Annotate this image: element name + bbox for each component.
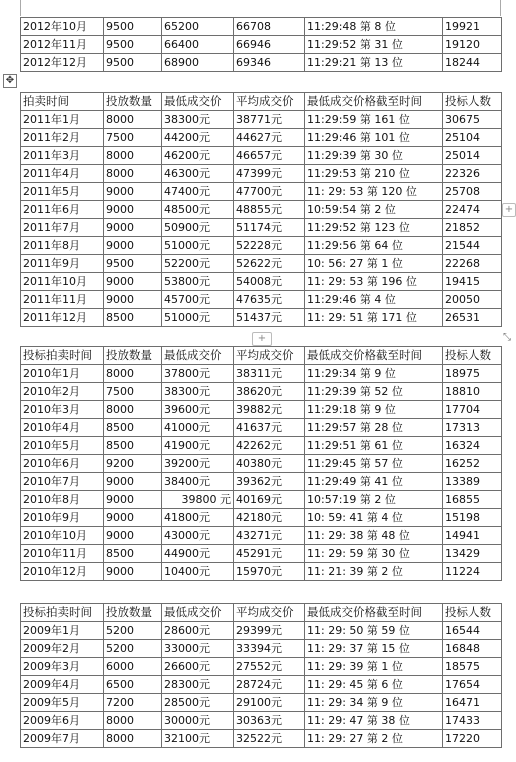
- table-resize-handle[interactable]: ⤡: [503, 332, 511, 343]
- cell-bidders: 11224: [443, 563, 502, 581]
- cell-time: 2009年1月: [21, 622, 104, 640]
- cell-quantity: 8500: [104, 545, 162, 563]
- cell-quantity: 9500: [104, 255, 162, 273]
- column-header-bidders: 投标人数: [443, 347, 502, 365]
- cell-avg-price: 40169元: [234, 491, 305, 509]
- cell-bidders: 18575: [443, 658, 502, 676]
- cell-bidders: 16471: [443, 694, 502, 712]
- column-header-deadline: 最低成交价格截至时间: [305, 604, 443, 622]
- cell-quantity: 8500: [104, 419, 162, 437]
- cell-avg-price: 51174元: [234, 219, 305, 237]
- cell-deadline: 11:29:52 第 31 位: [305, 36, 443, 54]
- cell-avg-price: 29100元: [234, 694, 305, 712]
- table-row: [21, 622, 502, 640]
- cell-time: 2010年1月: [21, 365, 104, 383]
- cell-avg-price: 48855元: [234, 201, 305, 219]
- cell-avg-price: 47635元: [234, 291, 305, 309]
- cell-deadline: 11: 29: 53 第 120 位: [305, 183, 443, 201]
- cell-quantity: 9200: [104, 455, 162, 473]
- cell-min-price: 32100元: [162, 730, 234, 748]
- cell-quantity: 9000: [104, 473, 162, 491]
- column-header-quantity: 投放数量: [104, 347, 162, 365]
- cell-time: 2010年7月: [21, 473, 104, 491]
- table-row: [21, 183, 502, 201]
- cell-bidders: 18244: [443, 54, 502, 72]
- cell-avg-price: 66946: [234, 36, 305, 54]
- cell-bidders: 16324: [443, 437, 502, 455]
- table-row: [21, 694, 502, 712]
- cell-time: 2011年3月: [21, 147, 104, 165]
- table-row: [21, 111, 502, 129]
- cell-deadline: 10:59:54 第 2 位: [305, 201, 443, 219]
- table-row: [21, 455, 502, 473]
- cell-time: 2011年12月: [21, 309, 104, 327]
- table-row: [21, 237, 502, 255]
- column-header-min-price: 最低成交价: [162, 604, 234, 622]
- cell-avg-price: 69346: [234, 54, 305, 72]
- cell-time: 2009年7月: [21, 730, 104, 748]
- column-header-bidders: 投标人数: [443, 604, 502, 622]
- cell-deadline: 11: 29: 50 第 59 位: [305, 622, 443, 640]
- cell-deadline: 11:29:53 第 210 位: [305, 165, 443, 183]
- cell-deadline: 11: 29: 51 第 171 位: [305, 309, 443, 327]
- table-row: [21, 219, 502, 237]
- cell-bidders: 16848: [443, 640, 502, 658]
- cell-time: 2010年8月: [21, 491, 104, 509]
- cell-quantity: 8000: [104, 712, 162, 730]
- table-row: [21, 291, 502, 309]
- cell-avg-price: 28724元: [234, 676, 305, 694]
- table-row: [21, 365, 502, 383]
- cell-avg-price: 44627元: [234, 129, 305, 147]
- cell-time: 2009年4月: [21, 676, 104, 694]
- add-row-button[interactable]: +: [252, 332, 272, 346]
- cell-quantity: 9000: [104, 563, 162, 581]
- cell-min-price: 45700元: [162, 291, 234, 309]
- cell-bidders: 17220: [443, 730, 502, 748]
- cell-avg-price: 45291元: [234, 545, 305, 563]
- cell-quantity: 8500: [104, 309, 162, 327]
- cell-min-price: 51000元: [162, 309, 234, 327]
- cell-time: 2010年10月: [21, 527, 104, 545]
- cell-avg-price: 52622元: [234, 255, 305, 273]
- cell-min-price: 51000元: [162, 237, 234, 255]
- cell-min-price: 53800元: [162, 273, 234, 291]
- cell-min-price: 37800元: [162, 365, 234, 383]
- cell-quantity: 9500: [104, 36, 162, 54]
- table-row: [21, 401, 502, 419]
- cell-min-price: 38400元: [162, 473, 234, 491]
- cell-quantity: 8000: [104, 730, 162, 748]
- cell-avg-price: 42262元: [234, 437, 305, 455]
- table-row: [21, 527, 502, 545]
- table-row: [21, 730, 502, 748]
- cell-bidders: 13429: [443, 545, 502, 563]
- cell-avg-price: 15970元: [234, 563, 305, 581]
- cell-quantity: 9000: [104, 509, 162, 527]
- cell-deadline: 11: 29: 39 第 1 位: [305, 658, 443, 676]
- cell-time: 2011年4月: [21, 165, 104, 183]
- column-header-time: 投标拍卖时间: [21, 347, 104, 365]
- cell-deadline: 10:57:19 第 2 位: [305, 491, 443, 509]
- table-row: [21, 491, 502, 509]
- header-row: [21, 93, 502, 111]
- column-header-min-price: 最低成交价: [162, 93, 234, 111]
- table-2011: [20, 92, 502, 327]
- cell-avg-price: 43271元: [234, 527, 305, 545]
- table-row: [21, 473, 502, 491]
- column-header-deadline: 最低成交价格截至时间: [305, 347, 443, 365]
- cell-quantity: 7500: [104, 129, 162, 147]
- cell-bidders: 17433: [443, 712, 502, 730]
- table-2009: [20, 603, 502, 748]
- cell-bidders: 25104: [443, 129, 502, 147]
- cell-bidders: 22326: [443, 165, 502, 183]
- cell-deadline: 11: 29: 38 第 48 位: [305, 527, 443, 545]
- cell-min-price: 26600元: [162, 658, 234, 676]
- cell-bidders: 22268: [443, 255, 502, 273]
- table-2010: [20, 346, 502, 581]
- header-row: [21, 347, 502, 365]
- table-row: [21, 383, 502, 401]
- cell-min-price: 38300元: [162, 111, 234, 129]
- cell-bidders: 16855: [443, 491, 502, 509]
- cell-min-price: 41000元: [162, 419, 234, 437]
- cell-time: 2011年7月: [21, 219, 104, 237]
- column-header-avg-price: 平均成交价: [234, 347, 305, 365]
- table-row: [21, 545, 502, 563]
- cell-avg-price: 32522元: [234, 730, 305, 748]
- cell-time: 2011年6月: [21, 201, 104, 219]
- cell-bidders: 18975: [443, 365, 502, 383]
- cell-deadline: 10: 59: 41 第 4 位: [305, 509, 443, 527]
- cell-min-price: 68900: [162, 54, 234, 72]
- table-row: [21, 273, 502, 291]
- column-header-avg-price: 平均成交价: [234, 93, 305, 111]
- cell-min-price: 10400元: [162, 563, 234, 581]
- cell-avg-price: 39882元: [234, 401, 305, 419]
- cell-bidders: 25014: [443, 147, 502, 165]
- cell-deadline: 11:29:57 第 28 位: [305, 419, 443, 437]
- cell-min-price: 33000元: [162, 640, 234, 658]
- cell-deadline: 11: 29: 47 第 38 位: [305, 712, 443, 730]
- cell-quantity: 5200: [104, 622, 162, 640]
- cell-avg-price: 39362元: [234, 473, 305, 491]
- cell-bidders: 17654: [443, 676, 502, 694]
- cell-min-price: 66400: [162, 36, 234, 54]
- cell-time: 2010年2月: [21, 383, 104, 401]
- cell-avg-price: 38771元: [234, 111, 305, 129]
- cell-min-price: 47400元: [162, 183, 234, 201]
- cell-bidders: 17313: [443, 419, 502, 437]
- table-2012: [20, 17, 502, 72]
- column-header-quantity: 投放数量: [104, 604, 162, 622]
- table-row: [21, 658, 502, 676]
- cell-bidders: 19415: [443, 273, 502, 291]
- cell-min-price: 46300元: [162, 165, 234, 183]
- header-row: [21, 604, 502, 622]
- table-row: [21, 509, 502, 527]
- cell-deadline: 11:29:46 第 4 位: [305, 291, 443, 309]
- cell-avg-price: 51437元: [234, 309, 305, 327]
- cell-avg-price: 52228元: [234, 237, 305, 255]
- cell-quantity: 9500: [104, 18, 162, 36]
- cell-quantity: 8500: [104, 437, 162, 455]
- cell-time: 2010年9月: [21, 509, 104, 527]
- cell-avg-price: 46657元: [234, 147, 305, 165]
- cell-time: 2012年10月: [21, 18, 104, 36]
- cell-time: 2011年9月: [21, 255, 104, 273]
- cell-min-price: 39800 元: [162, 491, 234, 509]
- cell-time: 2012年11月: [21, 36, 104, 54]
- add-row-button-right[interactable]: +: [502, 203, 516, 217]
- table-row: [21, 712, 502, 730]
- cell-time: 2011年8月: [21, 237, 104, 255]
- cell-bidders: 21544: [443, 237, 502, 255]
- cell-bidders: 16544: [443, 622, 502, 640]
- cell-min-price: 28600元: [162, 622, 234, 640]
- cell-avg-price: 47700元: [234, 183, 305, 201]
- cell-avg-price: 66708: [234, 18, 305, 36]
- cell-quantity: 9000: [104, 219, 162, 237]
- cell-bidders: 19921: [443, 18, 502, 36]
- cell-min-price: 28500元: [162, 694, 234, 712]
- cell-deadline: 11: 29: 59 第 30 位: [305, 545, 443, 563]
- table-row: [21, 676, 502, 694]
- cell-bidders: 16252: [443, 455, 502, 473]
- page-margin-mark-right: [500, 0, 501, 16]
- cell-quantity: 6500: [104, 676, 162, 694]
- cell-time: 2010年6月: [21, 455, 104, 473]
- cell-avg-price: 27552元: [234, 658, 305, 676]
- cell-deadline: 11: 29: 53 第 196 位: [305, 273, 443, 291]
- table-row: [21, 419, 502, 437]
- cell-min-price: 44200元: [162, 129, 234, 147]
- column-header-quantity: 投放数量: [104, 93, 162, 111]
- cell-avg-price: 29399元: [234, 622, 305, 640]
- cell-min-price: 39200元: [162, 455, 234, 473]
- table-row: [21, 129, 502, 147]
- cell-avg-price: 54008元: [234, 273, 305, 291]
- cell-bidders: 14941: [443, 527, 502, 545]
- table-row: [21, 255, 502, 273]
- cell-min-price: 43000元: [162, 527, 234, 545]
- cell-deadline: 11: 29: 45 第 6 位: [305, 676, 443, 694]
- cell-quantity: 9000: [104, 291, 162, 309]
- cell-avg-price: 47399元: [234, 165, 305, 183]
- column-header-time: 拍卖时间: [21, 93, 104, 111]
- cell-bidders: 15198: [443, 509, 502, 527]
- cell-deadline: 11: 29: 37 第 15 位: [305, 640, 443, 658]
- cell-quantity: 9000: [104, 201, 162, 219]
- cell-quantity: 9000: [104, 273, 162, 291]
- cell-deadline: 11:29:39 第 30 位: [305, 147, 443, 165]
- cell-min-price: 39600元: [162, 401, 234, 419]
- cell-quantity: 8000: [104, 147, 162, 165]
- cell-bidders: 26531: [443, 309, 502, 327]
- cell-deadline: 11: 29: 27 第 2 位: [305, 730, 443, 748]
- cell-min-price: 52200元: [162, 255, 234, 273]
- cell-quantity: 7500: [104, 383, 162, 401]
- cell-quantity: 6000: [104, 658, 162, 676]
- cell-quantity: 8000: [104, 365, 162, 383]
- column-header-deadline: 最低成交价格截至时间: [305, 93, 443, 111]
- cell-bidders: 18810: [443, 383, 502, 401]
- cell-avg-price: 38620元: [234, 383, 305, 401]
- cell-time: 2009年5月: [21, 694, 104, 712]
- cell-deadline: 11:29:49 第 41 位: [305, 473, 443, 491]
- cell-time: 2012年12月: [21, 54, 104, 72]
- column-header-avg-price: 平均成交价: [234, 604, 305, 622]
- cell-avg-price: 41637元: [234, 419, 305, 437]
- cell-time: 2011年11月: [21, 291, 104, 309]
- cell-quantity: 9500: [104, 54, 162, 72]
- table-move-handle[interactable]: ✥: [3, 74, 17, 88]
- cell-bidders: 25708: [443, 183, 502, 201]
- table-row: [21, 437, 502, 455]
- cell-min-price: 41900元: [162, 437, 234, 455]
- table-row: [21, 18, 502, 36]
- cell-quantity: 9000: [104, 237, 162, 255]
- table-row: [21, 201, 502, 219]
- cell-avg-price: 38311元: [234, 365, 305, 383]
- cell-time: 2009年6月: [21, 712, 104, 730]
- cell-min-price: 28300元: [162, 676, 234, 694]
- cell-deadline: 11: 21: 39 第 2 位: [305, 563, 443, 581]
- cell-min-price: 46200元: [162, 147, 234, 165]
- table-row: [21, 54, 502, 72]
- cell-time: 2009年3月: [21, 658, 104, 676]
- cell-min-price: 50900元: [162, 219, 234, 237]
- cell-bidders: 17704: [443, 401, 502, 419]
- cell-time: 2011年2月: [21, 129, 104, 147]
- cell-avg-price: 30363元: [234, 712, 305, 730]
- cell-bidders: 19120: [443, 36, 502, 54]
- cell-deadline: 11:29:46 第 101 位: [305, 129, 443, 147]
- cell-time: 2010年11月: [21, 545, 104, 563]
- cell-time: 2011年10月: [21, 273, 104, 291]
- cell-time: 2010年4月: [21, 419, 104, 437]
- cell-bidders: 30675: [443, 111, 502, 129]
- cell-bidders: 21852: [443, 219, 502, 237]
- table-row: [21, 165, 502, 183]
- cell-quantity: 9000: [104, 491, 162, 509]
- cell-min-price: 41800元: [162, 509, 234, 527]
- cell-deadline: 11:29:51 第 61 位: [305, 437, 443, 455]
- cell-time: 2010年3月: [21, 401, 104, 419]
- cell-quantity: 8000: [104, 401, 162, 419]
- cell-min-price: 65200: [162, 18, 234, 36]
- cell-deadline: 11:29:18 第 9 位: [305, 401, 443, 419]
- cell-quantity: 7200: [104, 694, 162, 712]
- table-row: [21, 36, 502, 54]
- cell-deadline: 11: 29: 34 第 9 位: [305, 694, 443, 712]
- cell-quantity: 8000: [104, 111, 162, 129]
- cell-min-price: 38300元: [162, 383, 234, 401]
- cell-avg-price: 40380元: [234, 455, 305, 473]
- cell-time: 2011年5月: [21, 183, 104, 201]
- cell-time: 2010年12月: [21, 563, 104, 581]
- cell-deadline: 11:29:56 第 64 位: [305, 237, 443, 255]
- cell-time: 2011年1月: [21, 111, 104, 129]
- cell-avg-price: 33394元: [234, 640, 305, 658]
- cell-deadline: 11:29:39 第 52 位: [305, 383, 443, 401]
- cell-quantity: 8000: [104, 165, 162, 183]
- table-row: [21, 147, 502, 165]
- column-header-time: 投标拍卖时间: [21, 604, 104, 622]
- cell-bidders: 22474: [443, 201, 502, 219]
- table-row: [21, 640, 502, 658]
- cell-bidders: 13389: [443, 473, 502, 491]
- cell-deadline: 10: 56: 27 第 1 位: [305, 255, 443, 273]
- cell-quantity: 9000: [104, 527, 162, 545]
- page-margin-mark-left: [20, 0, 21, 16]
- cell-deadline: 11:29:59 第 161 位: [305, 111, 443, 129]
- column-header-min-price: 最低成交价: [162, 347, 234, 365]
- cell-avg-price: 42180元: [234, 509, 305, 527]
- table-row: [21, 563, 502, 581]
- cell-time: 2009年2月: [21, 640, 104, 658]
- cell-deadline: 11:29:34 第 9 位: [305, 365, 443, 383]
- cell-deadline: 11:29:52 第 123 位: [305, 219, 443, 237]
- cell-deadline: 11:29:48 第 8 位: [305, 18, 443, 36]
- table-row: [21, 309, 502, 327]
- cell-quantity: 5200: [104, 640, 162, 658]
- cell-quantity: 9000: [104, 183, 162, 201]
- cell-deadline: 11:29:45 第 57 位: [305, 455, 443, 473]
- cell-deadline: 11:29:21 第 13 位: [305, 54, 443, 72]
- cell-min-price: 48500元: [162, 201, 234, 219]
- cell-min-price: 44900元: [162, 545, 234, 563]
- cell-bidders: 20050: [443, 291, 502, 309]
- cell-min-price: 30000元: [162, 712, 234, 730]
- column-header-bidders: 投标人数: [443, 93, 502, 111]
- cell-time: 2010年5月: [21, 437, 104, 455]
